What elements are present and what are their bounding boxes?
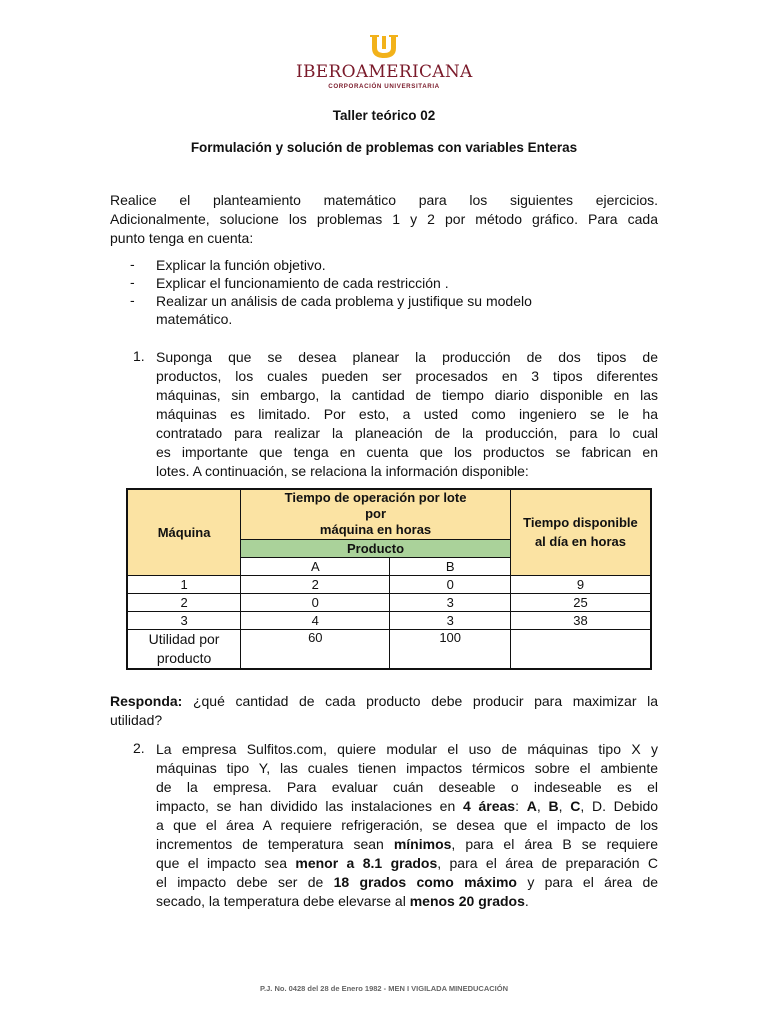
utility-label-line: Utilidad por	[148, 630, 220, 647]
header-product-b: B	[390, 557, 510, 575]
cell-machine: 2	[127, 593, 241, 611]
production-table	[126, 488, 652, 670]
problem-1-line: máquinas es limitado. Por esto, a usted como ingeniero se le ha	[156, 406, 658, 422]
cell-b: 0	[390, 575, 510, 593]
header-operation-time	[241, 489, 511, 539]
text-span: :	[515, 798, 519, 814]
bullet-marker: -	[130, 292, 135, 308]
text-span: el impacto debe ser de	[156, 874, 324, 890]
bold-span: 18 grados como máximo	[333, 874, 517, 890]
bold-span: C	[570, 798, 581, 814]
problem-1-line: lotes. A continuación, se relaciona la información disponible:	[156, 463, 529, 479]
text-span: secado, la temperatura debe elevarse al	[156, 893, 406, 909]
header-product: Producto	[241, 539, 511, 557]
text-span: ,	[536, 798, 541, 814]
cell-b: 3	[390, 611, 510, 629]
header-operation-time-line: Tiempo de operación por lote	[284, 490, 467, 506]
problem-1-line: es importante que tenga en cuenta que los productos se fabrican en	[156, 444, 658, 460]
table-row	[127, 593, 651, 611]
text-span: , para el área de preparación C	[437, 855, 658, 871]
intro-line-2: Adicionalmente, solucione los problemas 1 y 2 por método gráfico. Para cada	[110, 211, 658, 227]
text-span: .	[524, 893, 529, 909]
bold-span: mínimos	[393, 836, 452, 852]
logo-subtitle: CORPORACIÓN UNIVERSITARIA	[328, 83, 440, 90]
header-machine: Máquina	[127, 489, 241, 575]
cell-a: 0	[241, 593, 390, 611]
bold-span: B	[548, 798, 559, 814]
header-operation-time-line: máquina en horas	[319, 522, 432, 538]
header-available-line: al día en horas	[534, 534, 626, 550]
logo-name: IBEROAMERICANA	[296, 62, 473, 82]
problem-2-line	[156, 835, 658, 854]
header-product-a: A	[241, 557, 390, 575]
iberoamericana-logo	[296, 34, 472, 94]
header-available-line: Tiempo disponible	[523, 515, 638, 531]
cell-utility-a: 60	[241, 629, 390, 669]
intro-line-3: punto tenga en cuenta:	[110, 230, 254, 246]
table-row	[127, 575, 651, 593]
text-span: impacto, se han dividido las instalaciones en	[156, 798, 456, 814]
intro-line-1: Realice el planteamiento matemático para los siguientes ejercicios.	[110, 192, 658, 208]
text-span: , para el área B se requiere	[451, 836, 658, 852]
bold-span: menos 20 grados	[409, 893, 525, 909]
cell-a: 4	[241, 611, 390, 629]
cell-b: 3	[390, 593, 510, 611]
cell-available: 38	[510, 611, 651, 629]
bold-span: A	[526, 798, 537, 814]
problem-2-line	[156, 892, 658, 911]
cell-available: 25	[510, 593, 651, 611]
text-span: y para el área de	[527, 874, 659, 890]
respond-line-2: utilidad?	[110, 712, 163, 728]
cell-machine: 1	[127, 575, 241, 593]
table-row	[127, 611, 651, 629]
text-span: ,	[558, 798, 563, 814]
problem-1-line: productos, los cuales pueden ser procesados en 3 tipos diferentes	[156, 368, 658, 384]
bullet-item: Realizar un análisis de cada problema y justifique su modelo matemático.	[156, 293, 532, 327]
bullet-item: Explicar la función objetivo.	[156, 257, 326, 273]
problem-1-line: contratado para realizar la planeación de la producción, para lo cual	[156, 425, 658, 441]
problem-2-line: La empresa Sulfitos.com, quiere modular el uso de máquinas tipo X y	[156, 741, 658, 757]
problem-1-line: máquinas, sin embargo, la cantidad de tiempo diario disponible en las	[156, 387, 658, 403]
bullet-item: Explicar el funcionamiento de cada restricción .	[156, 275, 449, 291]
bullet-marker: -	[130, 274, 135, 290]
problem-2-line	[156, 797, 658, 816]
problem-2-number: 2.	[133, 740, 145, 756]
text-span: incrementos de temperatura sean	[156, 836, 384, 852]
text-span: que el impacto sea	[156, 855, 287, 871]
header-operation-time-line: por	[365, 506, 387, 522]
bold-span: 4 áreas	[463, 798, 516, 814]
bold-span: menor a 8.1 grados	[295, 855, 438, 871]
respond-line-1	[110, 692, 658, 711]
respond-question: ¿qué cantidad de cada producto debe producir para maximizar la	[192, 693, 659, 709]
problem-2-line: máquinas tipo Y, las cuales tienen impactos térmicos sobre el ambiente	[156, 760, 658, 776]
problem-1-line: Suponga que se desea planear la producción de dos tipos de	[156, 349, 658, 365]
utility-label-line: producto	[156, 649, 212, 666]
cell-machine: 3	[127, 611, 241, 629]
page-footer: P.J. No. 0428 del 28 de Enero 1982 - MEN I VIGILADA MINEDUCACIÓN	[260, 984, 508, 993]
cell-a: 2	[241, 575, 390, 593]
cell-utility-empty	[510, 629, 651, 669]
problem-2-line: de la empresa. Para evaluar cuán deseable o indeseable es el	[156, 779, 658, 795]
respond-label: Responda:	[110, 693, 183, 709]
header-available-time	[510, 489, 651, 575]
table-row-utility	[127, 629, 651, 669]
problem-2-line: a que el área A requiere refrigeración, se desea que el impacto de los	[156, 817, 658, 833]
problem-2-line	[156, 873, 658, 892]
problem-1-number: 1.	[133, 348, 145, 364]
university-shield-icon	[368, 34, 400, 60]
problem-2-line	[156, 854, 658, 873]
bullet-marker: -	[130, 256, 135, 272]
document-title: Taller teórico 02	[332, 108, 436, 123]
cell-utility-label	[127, 629, 241, 669]
document-subtitle: Formulación y solución de problemas con variables Enteras	[190, 140, 578, 155]
cell-utility-b: 100	[390, 629, 510, 669]
cell-available: 9	[510, 575, 651, 593]
text-span: , D. Debido	[580, 798, 659, 814]
